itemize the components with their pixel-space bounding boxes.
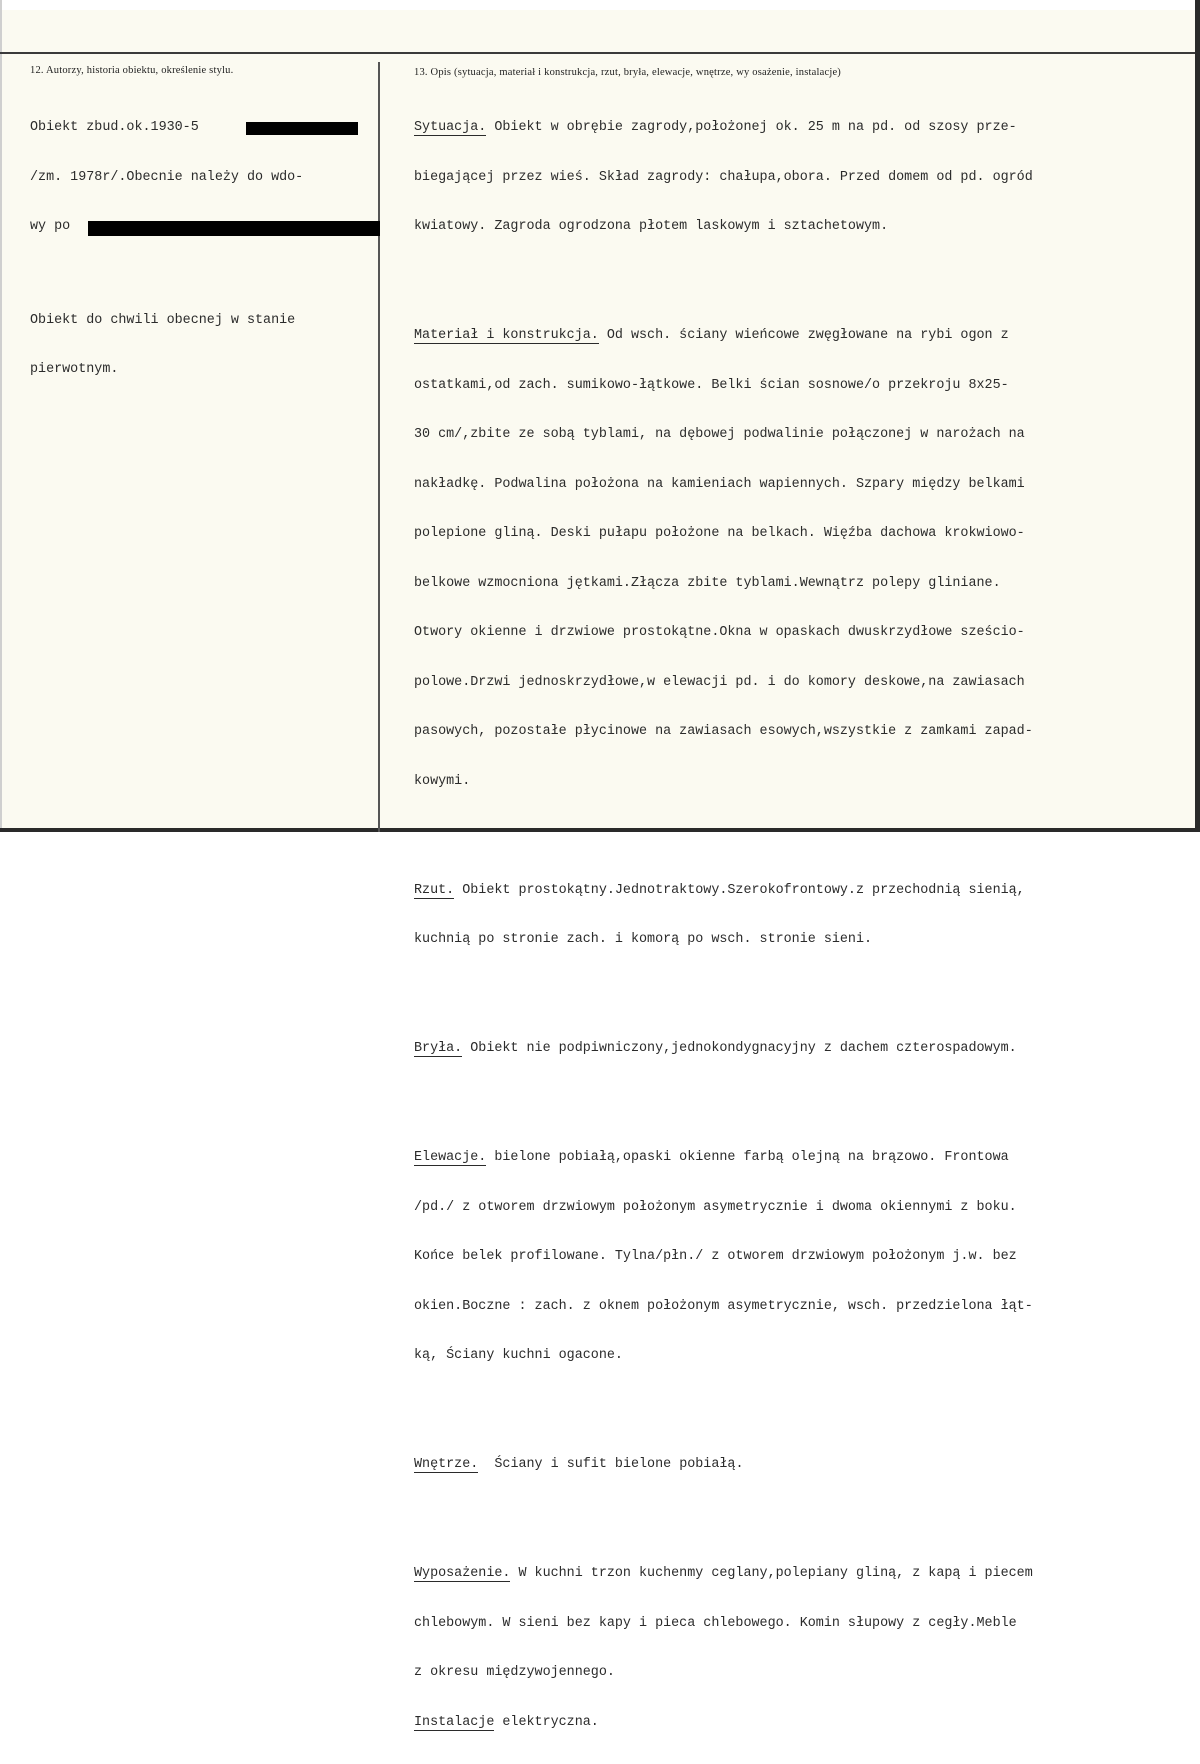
description-text-line: Otwory okienne i drzwiowe prostokątne.Okna w opaskach dwuskrzydłowe sześcio- (414, 625, 1025, 640)
description-text-line: ką, Ściany kuchni ogacone. (414, 1348, 623, 1363)
description-line (414, 675, 1194, 692)
description-line (414, 1715, 1194, 1732)
description-line (414, 774, 1194, 791)
left-edge (0, 0, 2, 832)
history-text-line: /zm. 1978r/.Obecnie należy do wdo- (30, 169, 304, 185)
history-text-line: Obiekt do chwili obecnej w stanie (30, 312, 296, 328)
description-text-line: Obiekt nie podpiwniczony,jednokondygnacyjny z dachem czterospadowym. (462, 1041, 1017, 1056)
description-text (414, 87, 1194, 1764)
heading-instalacje: Instalacje (414, 1714, 495, 1730)
description-line (414, 477, 1194, 494)
description-line (414, 526, 1194, 543)
history-text-line: wy po (30, 219, 71, 234)
description-text-line: /pd./ z otworem drzwiowym położonym asymetrycznie i dwoma okiennymi z boku. (414, 1199, 1017, 1215)
heading-elewacje: Elewacje. (414, 1150, 487, 1165)
description-text-line: Końce belek profilowane. Tylna/płn./ z otworem drzwiowym położonym j.w. bez (414, 1249, 1017, 1264)
description-line (414, 1457, 1194, 1474)
top-divider (0, 52, 1195, 54)
description-line (414, 328, 1194, 345)
description-text-line: belkowe wzmocniona jętkami.Złącza zbite tyblami.Wewnątrz polepy gliniane. (414, 575, 1001, 591)
description-line (414, 1150, 1194, 1167)
description-text-line: okien.Boczne : zach. z oknem położonym asymetrycznie, wsch. przedzielona łąt- (414, 1298, 1033, 1314)
description-text-line: elektryczna. (494, 1714, 599, 1730)
description-text-line: Od wsch. ściany wieńcowe zwęgłowane na rybi ogon z (598, 328, 1009, 343)
history-text-line: Obiekt zbud.ok.1930-5 (30, 120, 199, 135)
description-line (414, 1200, 1194, 1217)
heading-rzut: Rzut. (414, 882, 455, 898)
description-line (414, 1249, 1194, 1266)
description-line (414, 1616, 1194, 1633)
history-line (30, 120, 375, 137)
description-line (414, 932, 1194, 949)
heading-bryla: Bryła. (414, 1041, 463, 1056)
heading-material: Materiał i konstrukcja. (414, 328, 599, 343)
description-text-line: bielone pobiałą,opaski okienne farbą olejną na brązowo. Frontowa (486, 1150, 1009, 1165)
redaction-block (246, 122, 358, 135)
history-text-line: pierwotnym. (30, 362, 119, 377)
description-text-line: ostatkami,od zach. sumikowo-łątkowe. Belki ścian sosnowe/o przekroju 8x25- (414, 377, 1009, 393)
description-line (414, 1566, 1194, 1583)
description-text-line: kwiatowy. Zagroda ogrodzona płotem laskowym i sztachetowym. (414, 219, 889, 234)
description-text-line: kowymi. (414, 773, 471, 789)
history-line (30, 313, 375, 330)
description-line (414, 625, 1194, 642)
description-text-line: biegającej przez wieś. Skład zagrody: chałupa,obora. Przed domem od pd. ogród (414, 169, 1033, 185)
description-text-line: nakładkę. Podwalina położona na kamieniach wapiennych. Szpary między belkami (414, 476, 1025, 492)
history-line (30, 170, 375, 187)
description-text-line: pasowych, pozostałe płycinowe na zawiasach esowych,wszystkie z zamkami zapad- (414, 724, 1033, 739)
description-line (414, 219, 1194, 236)
description-line (414, 883, 1194, 900)
description-line (414, 1299, 1194, 1316)
description-line (414, 1665, 1194, 1682)
right-edge (1195, 0, 1200, 832)
section-12-label: 12. Autorzy, historia obiektu, określenie stylu. (30, 65, 234, 76)
description-line (414, 378, 1194, 395)
description-line (414, 1348, 1194, 1365)
description-line (414, 120, 1194, 137)
description-text-line: polowe.Drzwi jednoskrzydłowe,w elewacji pd. i do komory deskowe,na zawiasach (414, 674, 1025, 690)
description-line (414, 1041, 1194, 1058)
description-text-line: chlebowym. W sieni bez kapy i pieca chlebowego. Komin słupowy z cegły.Meble (414, 1615, 1017, 1631)
history-line (30, 219, 375, 236)
description-line (414, 576, 1194, 593)
history-text (30, 87, 375, 412)
description-text-line: z okresu międzywojennego. (414, 1665, 615, 1680)
heading-wyposazenie: Wyposażenie. (414, 1566, 511, 1581)
description-line (414, 170, 1194, 187)
description-line (414, 724, 1194, 741)
redaction-block (88, 221, 380, 236)
description-text-line: Obiekt w obrębie zagrody,położonej ok. 25 m na pd. od szosy prze- (486, 120, 1017, 135)
section-13-label: 13. Opis (sytuacja, materiał i konstrukcja, rzut, bryła, elewacje, wnętrze, wy osażenie, instalacje) (414, 67, 842, 78)
heading-sytuacja: Sytuacja. (414, 120, 487, 135)
heading-wnetrze: Wnętrze. (414, 1457, 479, 1472)
description-text-line: polepione gliną. Deski pułapu położone na belkach. Więźba dachowa krokwiowo- (414, 526, 1025, 541)
description-line (414, 427, 1194, 444)
description-text-line: Ściany i sufit bielone pobiałą. (478, 1457, 744, 1472)
description-text-line: Obiekt prostokątny.Jednotraktowy.Szerokofrontowy.z przechodnią sienią, (454, 882, 1025, 898)
description-text-line: 30 cm/,zbite ze sobą tyblami, na dębowej podwalinie połączonej w narożach na (414, 427, 1025, 442)
description-text-line: kuchnią po stronie zach. i komorą po wsch. stronie sieni. (414, 932, 873, 947)
column-divider (378, 62, 380, 832)
history-line (30, 362, 375, 379)
description-text-line: W kuchni trzon kuchenmy ceglany,polepiany gliną, z kapą i piecem (510, 1566, 1033, 1581)
top-margin (0, 0, 1200, 10)
